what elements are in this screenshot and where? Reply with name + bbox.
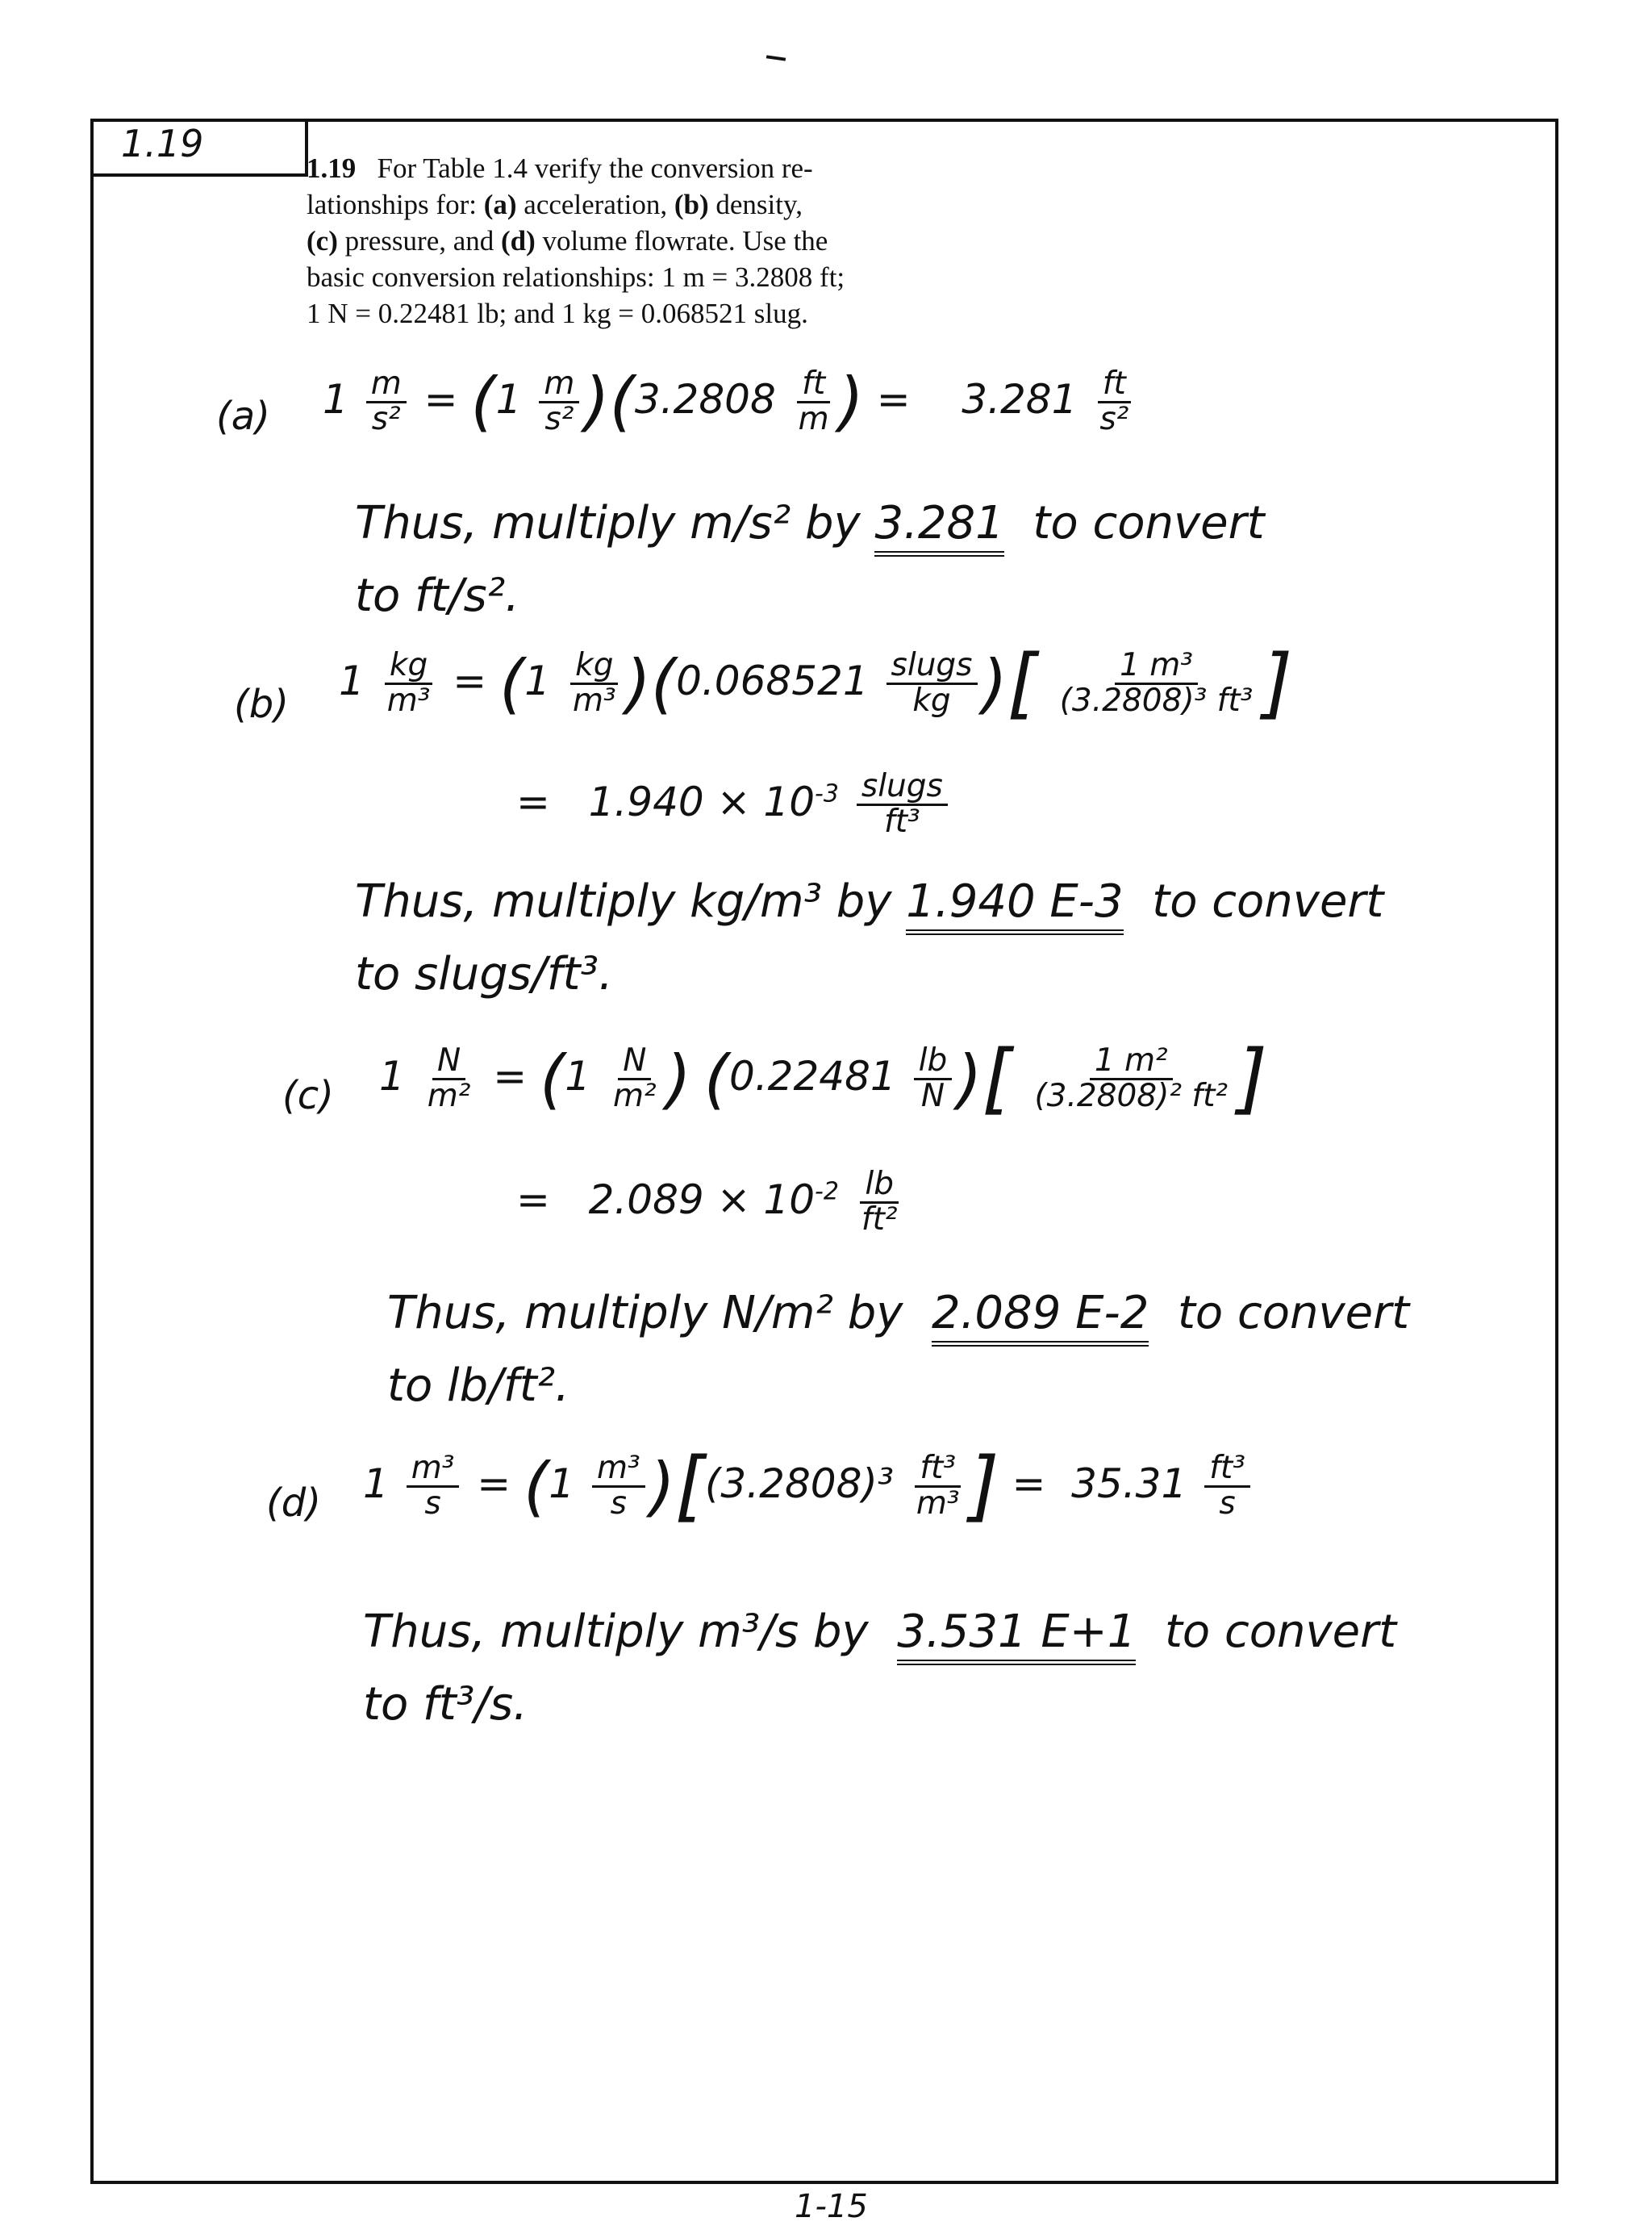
problem-label-c: (c): [307, 225, 338, 257]
part-b-equation: 1 $\frac{kg}{\text{m³}}$ = (1 $\frac{kg}{\text{m³}}$ )(0.068521 $\frac{\text{slugs}}{kg}$ )[ $\frac{\text{1 m³}}{\text{(3.2808)³ ft³}}$ ]: [339, 639, 1293, 728]
answer-b: 1.940 E-3: [906, 875, 1123, 935]
answer-c: 2.089 E-2: [932, 1287, 1149, 1347]
result: 1.940 × 10: [588, 778, 816, 825]
part-a-equation: 1 $\frac{m}{\text{s²}}$ = (1 $\frac{m}{\text{s²}}$ )(3.2808 $\frac{ft}{m}$ ) = 3.281 $\frac{ft}{\text{s²}}$: [323, 368, 1138, 436]
part-c-conclusion-2: to lb/ft².: [387, 1359, 569, 1412]
conversion-factor: (3.2808)³: [704, 1460, 894, 1507]
part-d-label: (d): [266, 1480, 321, 1526]
part-c-equation: 1 $\frac{N}{\text{m²}}$ = (1 $\frac{N}{\text{m²}}$ ) (0.22481 $\frac{lb}{N}$ )[ $\frac{\text{1 m²}}{\text{(3.2808)² ft²}}$ ]: [379, 1034, 1268, 1123]
conversion-factor: 0.068521: [676, 658, 869, 704]
result: 2.089 × 10: [588, 1176, 816, 1223]
problem-statement: [307, 150, 952, 332]
part-b-conclusion: Thus, multiply kg/m³ by 1.940 E-3 to convert: [355, 875, 1383, 928]
problem-text-3: acceleration,: [524, 189, 668, 220]
result: 35.31: [1071, 1460, 1187, 1507]
problem-text-1: For Table 1.4 verify the conversion re-: [377, 152, 813, 184]
part-a-conclusion-2: to ft/s².: [355, 570, 519, 622]
problem-text-6: volume flowrate. Use the: [542, 225, 828, 257]
problem-text-5: pressure, and: [344, 225, 494, 257]
part-c-label: (c): [282, 1073, 334, 1118]
part-a-conclusion: Thus, multiply m/s² by 3.281 to convert: [355, 497, 1265, 549]
problem-tag-box: [90, 119, 308, 177]
page-number: 1-15: [795, 2188, 868, 2225]
answer-a: 3.281: [874, 497, 1003, 557]
result: 3.281: [962, 375, 1078, 423]
problem-text-2: lationships for:: [307, 189, 477, 220]
problem-label-b: (b): [674, 189, 709, 220]
answer-d: 3.531 E+1: [897, 1606, 1136, 1665]
problem-text-8: 1 N = 0.22481 lb; and 1 kg = 0.068521 slug.: [307, 298, 808, 329]
conversion-factor: 3.2808: [634, 375, 776, 423]
one: 1: [323, 375, 348, 423]
problem-label-d: (d): [501, 225, 536, 257]
unit-fraction: $\frac{m}{\text{s²}}$: [366, 368, 407, 436]
problem-text-4: density,: [715, 189, 803, 220]
part-d-conclusion-2: to ft³/s.: [363, 1678, 528, 1731]
part-d-equation: 1 $\frac{\text{m³}}{s}$ = (1 $\frac{\text{m³}}{s}$ )[(3.2808)³ $\frac{\text{ft³}}{\text{m³}}$ ] = 35.31 $\frac{\text{ft³}}{s}$: [363, 1448, 1255, 1525]
conversion-factor: 0.22481: [728, 1053, 896, 1100]
part-c-result: = $2.089 \times 10^{-2}$ $\frac{lb}{\text{ft²}}$: [516, 1166, 898, 1238]
problem-text-7: basic conversion relationships: 1 m = 3.2808 ft;: [307, 261, 845, 293]
part-b-result: = $1.940 \times 10^{-3}$ $\frac{\text{slugs}}{\text{ft³}}$: [516, 770, 953, 839]
problem-number: 1.19: [307, 152, 357, 184]
part-b-conclusion-2: to slugs/ft³.: [355, 948, 613, 1000]
problem-label-a: (a): [483, 189, 517, 220]
part-c-conclusion: Thus, multiply N/m² by 2.089 E-2 to convert: [387, 1287, 1409, 1339]
part-d-conclusion: Thus, multiply m³/s by 3.531 E+1 to convert: [363, 1606, 1396, 1658]
part-a-label: (a): [216, 394, 270, 439]
scan-mark: [766, 55, 786, 61]
problem-tag: 1.19: [121, 122, 204, 165]
equals: =: [423, 375, 458, 423]
part-b-label: (b): [234, 682, 289, 727]
